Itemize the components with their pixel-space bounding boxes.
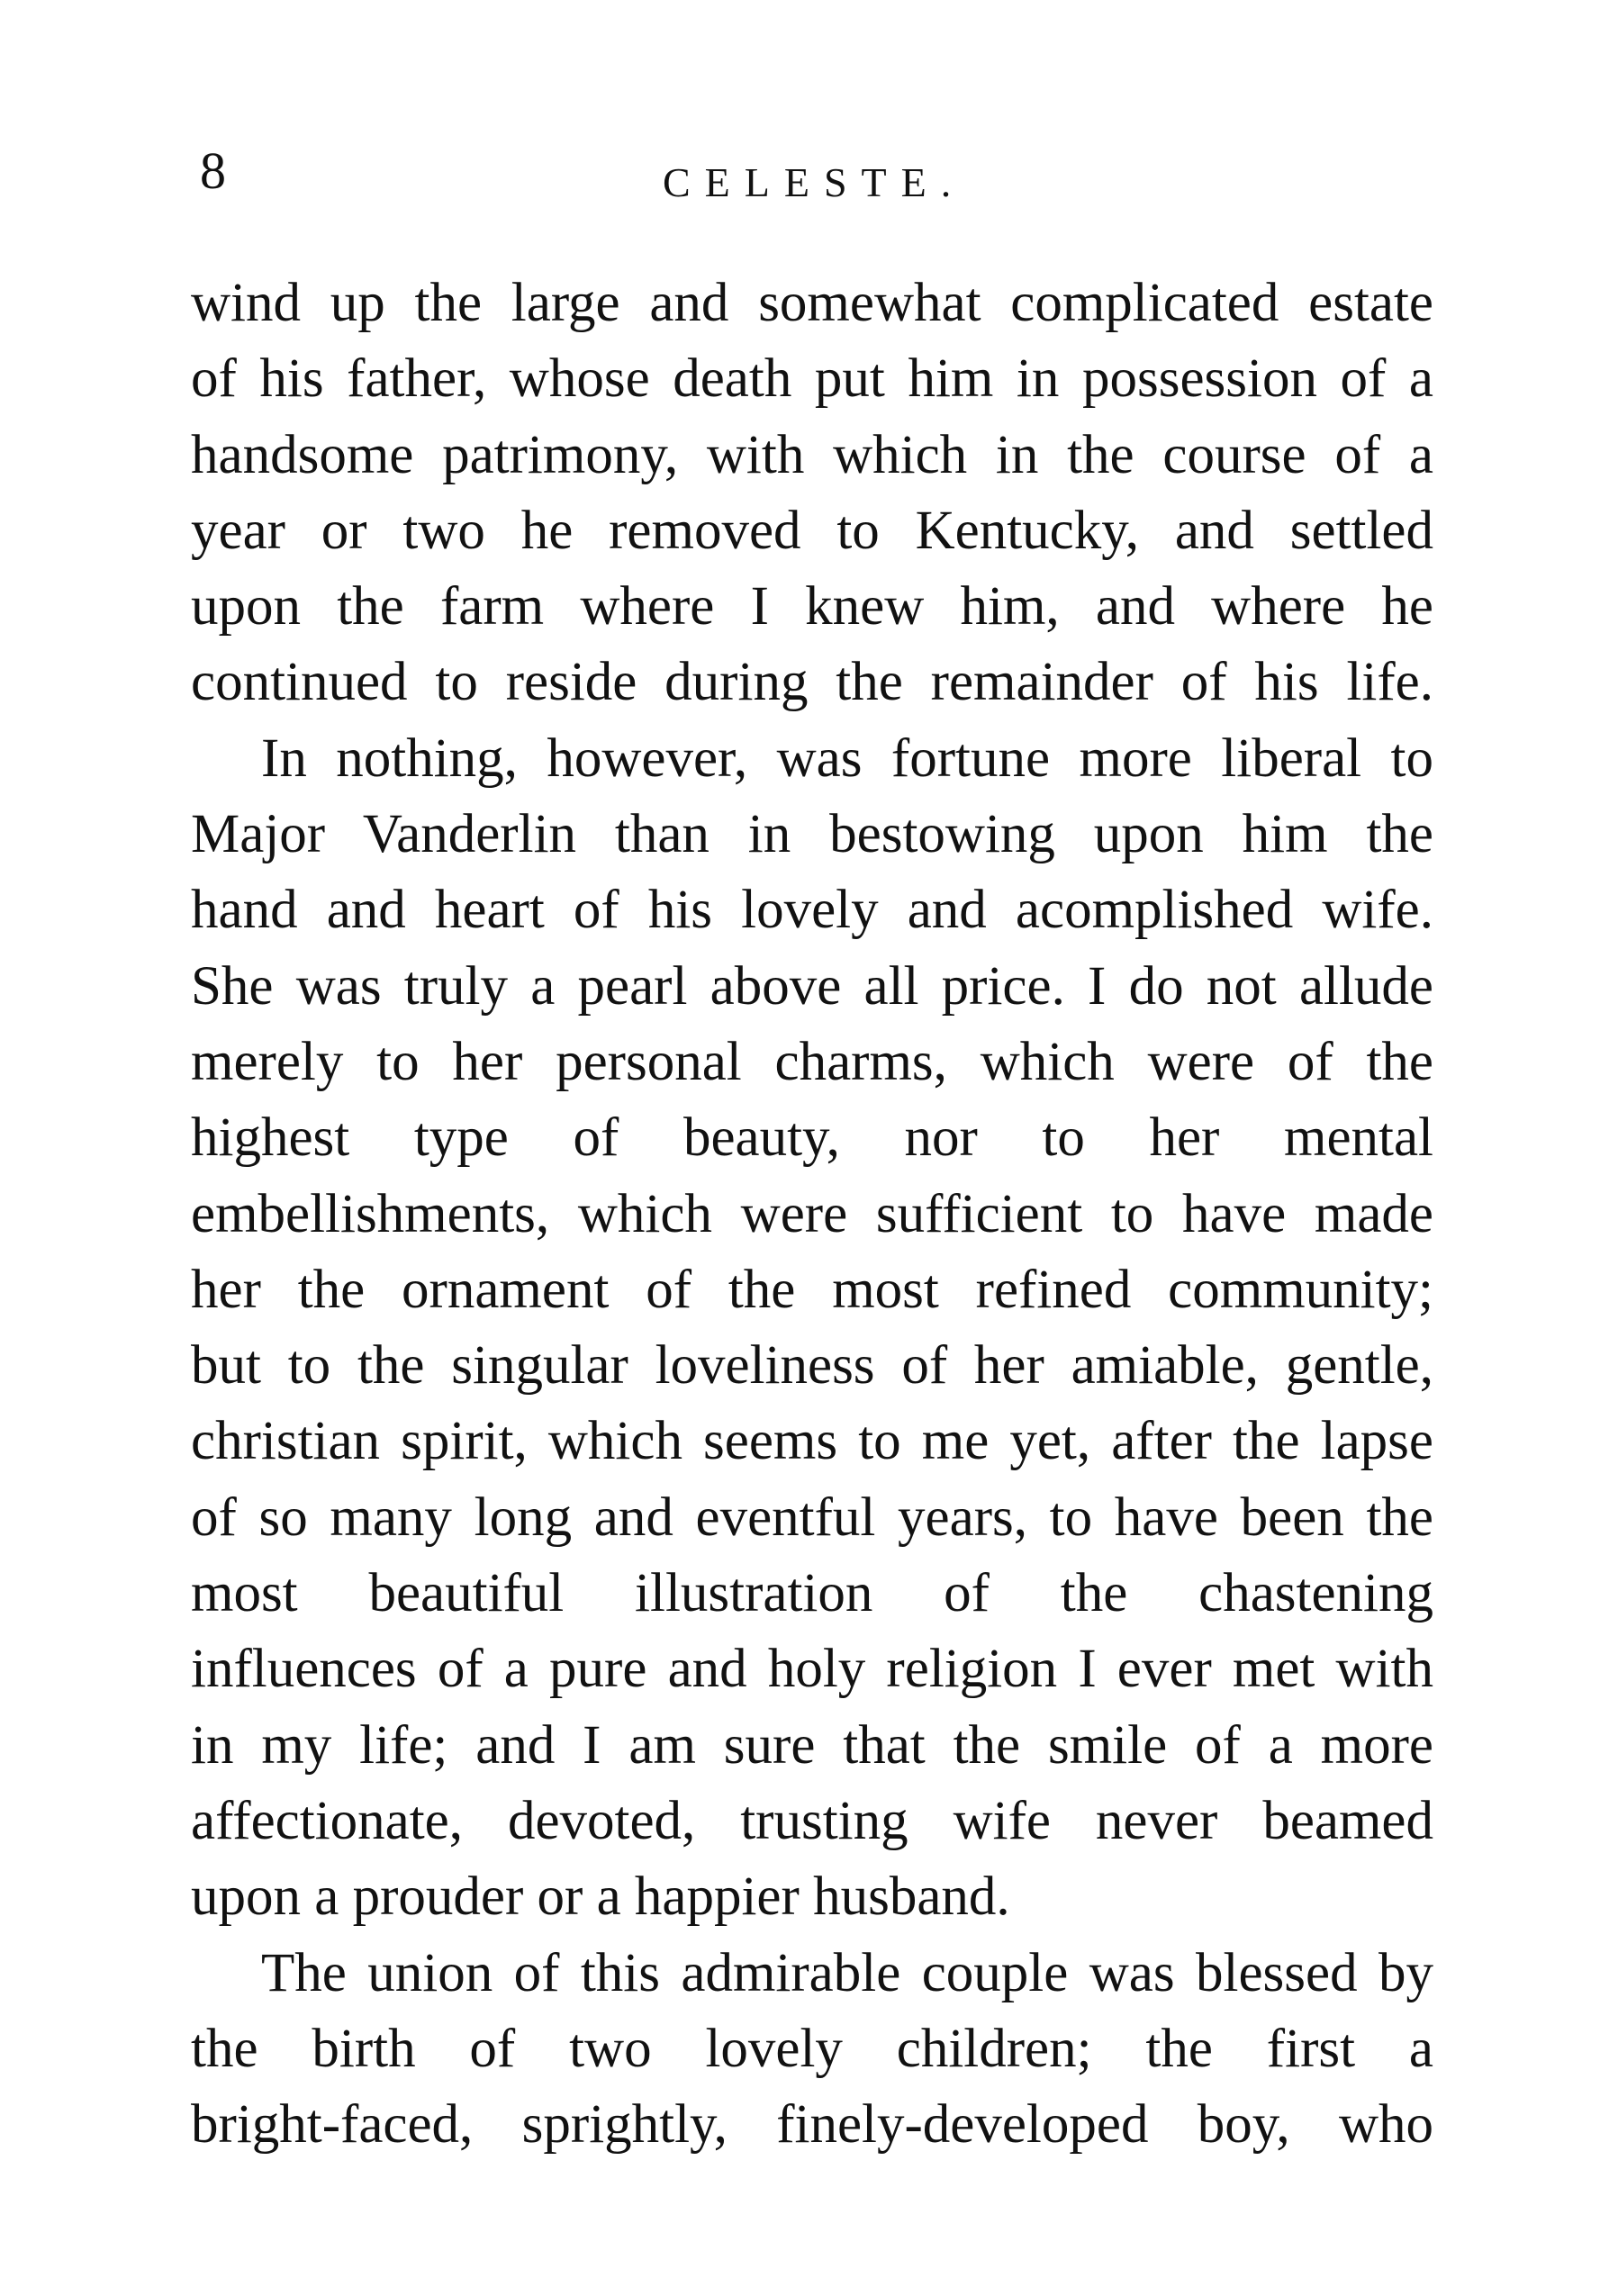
text-line: affectionate, devoted, trusting wife never beamed <box>191 1790 1433 1851</box>
text-line: The union of this admirable couple was blessed by <box>261 1942 1433 2003</box>
text-line: her the ornament of the most refined community; <box>191 1259 1433 1320</box>
text-line: handsome patrimony, with which in the course of a <box>191 424 1433 485</box>
text-line: In nothing, however, was fortune more liberal to <box>261 728 1433 789</box>
paragraph-2 <box>191 721 1433 1936</box>
text-line: of his father, whose death put him in possession of a <box>191 348 1433 410</box>
text-line: highest type of beauty, nor to her mental <box>191 1107 1433 1169</box>
text-line: upon a prouder or a happier husband. <box>191 1867 1010 1928</box>
text-line: of so many long and eventful years, to have been the <box>191 1487 1433 1548</box>
text-line: Major Vanderlin than in bestowing upon him the <box>191 804 1433 865</box>
text-line: She was truly a pearl above all price. I do not allude <box>191 955 1433 1017</box>
text-line: the birth of two lovely children; the first a <box>191 2018 1433 2079</box>
text-line: most beautiful illustration of the chastening <box>191 1563 1433 1624</box>
text-line: bright-faced, sprightly, finely-developed boy, who <box>191 2094 1433 2156</box>
body-text <box>191 266 1433 2163</box>
paragraph-3 <box>191 1936 1433 2164</box>
running-title: CELESTE. <box>663 159 966 205</box>
page-number: 8 <box>200 141 226 200</box>
text-line: upon the farm where I knew him, and where he <box>191 576 1433 637</box>
text-line: christian spirit, which seems to me yet, after the lapse <box>191 1411 1433 1472</box>
text-line: merely to her personal charms, which were of the <box>191 1031 1433 1092</box>
text-line: hand and heart of his lovely and acomplished wife. <box>191 880 1433 941</box>
text-line: year or two he removed to Kentucky, and settled <box>191 500 1433 561</box>
text-line: influences of a pure and holy religion I ever met with <box>191 1639 1433 1700</box>
text-line: in my life; and I am sure that the smile of a more <box>191 1714 1433 1776</box>
text-line: embellishments, which were sufficient to have made <box>191 1183 1433 1244</box>
text-line: but to the singular loveliness of her amiable, gentle, <box>191 1335 1433 1397</box>
text-line: wind up the large and somewhat complicated estate <box>191 273 1433 333</box>
paragraph-1 <box>191 266 1433 721</box>
text-line: continued to reside during the remainder of his life. <box>191 652 1433 713</box>
